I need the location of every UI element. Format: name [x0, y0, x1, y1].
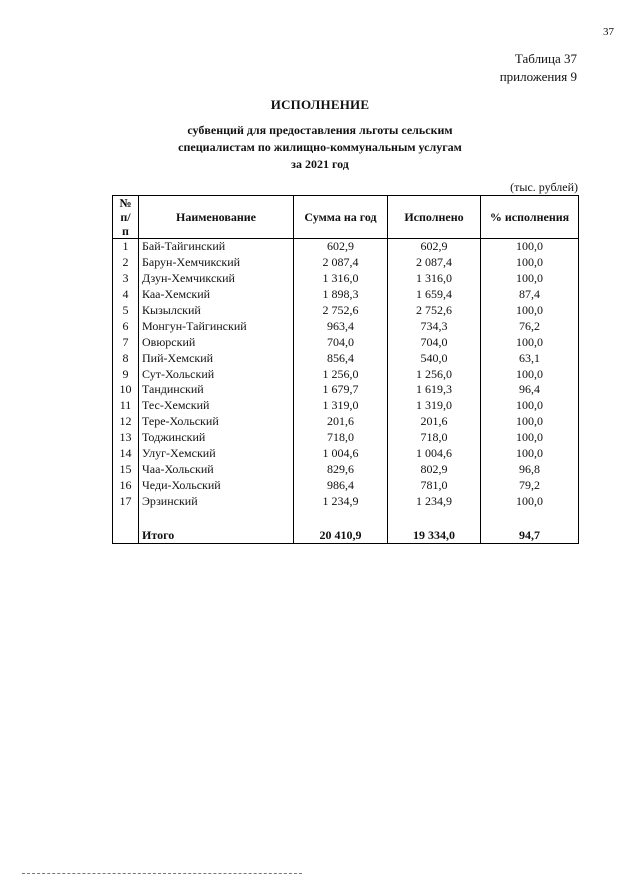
table-row — [113, 271, 579, 287]
cell-percent: 87,4 — [481, 287, 579, 303]
header-number-line-1: № — [119, 196, 132, 210]
footer-divider — [22, 873, 302, 874]
table-row — [113, 493, 579, 509]
total-sum: 20 410,9 — [294, 527, 388, 544]
cell-name: Кызылский — [139, 303, 294, 319]
spacer-cell — [388, 509, 481, 527]
cell-sum: 963,4 — [294, 318, 388, 334]
total-executed: 19 334,0 — [388, 527, 481, 544]
cell-percent: 100,0 — [481, 414, 579, 430]
cell-percent: 100,0 — [481, 493, 579, 509]
cell-number: 17 — [113, 493, 139, 509]
cell-executed: 734,3 — [388, 318, 481, 334]
header-number — [113, 196, 139, 239]
cell-percent: 100,0 — [481, 239, 579, 255]
table-header-row — [113, 196, 579, 239]
table-row — [113, 446, 579, 462]
cell-executed: 1 316,0 — [388, 271, 481, 287]
cell-name: Эрзинский — [139, 493, 294, 509]
cell-executed: 1 256,0 — [388, 366, 481, 382]
cell-number: 14 — [113, 446, 139, 462]
table-row — [113, 303, 579, 319]
cell-executed: 781,0 — [388, 477, 481, 493]
cell-percent: 100,0 — [481, 255, 579, 271]
cell-sum: 718,0 — [294, 430, 388, 446]
cell-sum: 1 319,0 — [294, 398, 388, 414]
cell-sum: 1 679,7 — [294, 382, 388, 398]
cell-percent: 100,0 — [481, 446, 579, 462]
cell-name: Чаа-Хольский — [139, 461, 294, 477]
cell-sum: 602,9 — [294, 239, 388, 255]
table-row — [113, 382, 579, 398]
cell-sum: 1 898,3 — [294, 287, 388, 303]
spacer-row — [113, 509, 579, 527]
cell-name: Тере-Хольский — [139, 414, 294, 430]
cell-percent: 100,0 — [481, 366, 579, 382]
cell-percent: 100,0 — [481, 271, 579, 287]
table-row — [113, 398, 579, 414]
total-percent: 94,7 — [481, 527, 579, 544]
cell-name: Монгун-Тайгинский — [139, 318, 294, 334]
spacer-cell — [113, 509, 139, 527]
cell-name: Чеди-Хольский — [139, 477, 294, 493]
table-row — [113, 255, 579, 271]
cell-percent: 96,8 — [481, 461, 579, 477]
cell-number: 1 — [113, 239, 139, 255]
cell-name: Пий-Хемский — [139, 350, 294, 366]
table-row — [113, 350, 579, 366]
cell-executed: 1 659,4 — [388, 287, 481, 303]
table-row — [113, 318, 579, 334]
cell-number: 9 — [113, 366, 139, 382]
cell-executed: 1 619,3 — [388, 382, 481, 398]
spacer-cell — [294, 509, 388, 527]
cell-number: 13 — [113, 430, 139, 446]
header-number-line-2: п/п — [120, 210, 131, 238]
cell-sum: 2 087,4 — [294, 255, 388, 271]
cell-number: 16 — [113, 477, 139, 493]
table-reference — [500, 50, 577, 86]
cell-percent: 100,0 — [481, 334, 579, 350]
subtitle-line-3: за 2021 год — [291, 157, 349, 171]
cell-number: 11 — [113, 398, 139, 414]
table-row — [113, 461, 579, 477]
table-row — [113, 414, 579, 430]
cell-executed: 201,6 — [388, 414, 481, 430]
cell-number: 2 — [113, 255, 139, 271]
table-row — [113, 430, 579, 446]
table-row — [113, 477, 579, 493]
cell-sum: 1 316,0 — [294, 271, 388, 287]
page-number: 37 — [603, 26, 614, 38]
execution-table — [112, 195, 579, 544]
table-row — [113, 366, 579, 382]
cell-sum: 1 004,6 — [294, 446, 388, 462]
header-percent: % исполнения — [481, 196, 579, 239]
cell-executed: 1 319,0 — [388, 398, 481, 414]
cell-executed: 802,9 — [388, 461, 481, 477]
cell-name: Дзун-Хемчикский — [139, 271, 294, 287]
cell-executed: 602,9 — [388, 239, 481, 255]
cell-sum: 201,6 — [294, 414, 388, 430]
subtitle-line-2: специалистам по жилищно-коммунальным услугам — [178, 140, 462, 154]
cell-executed: 718,0 — [388, 430, 481, 446]
cell-sum: 704,0 — [294, 334, 388, 350]
cell-number: 12 — [113, 414, 139, 430]
cell-sum: 986,4 — [294, 477, 388, 493]
table-row — [113, 287, 579, 303]
header-name: Наименование — [139, 196, 294, 239]
cell-percent: 63,1 — [481, 350, 579, 366]
cell-number: 10 — [113, 382, 139, 398]
cell-percent: 100,0 — [481, 398, 579, 414]
table-row — [113, 239, 579, 255]
table-reference-line-1: Таблица 37 — [514, 51, 577, 66]
cell-number: 3 — [113, 271, 139, 287]
header-sum: Сумма на год — [294, 196, 388, 239]
table-row — [113, 334, 579, 350]
header-executed: Исполнено — [388, 196, 481, 239]
cell-sum: 2 752,6 — [294, 303, 388, 319]
cell-executed: 1 234,9 — [388, 493, 481, 509]
cell-percent: 76,2 — [481, 318, 579, 334]
total-row — [113, 527, 579, 544]
cell-name: Тоджинский — [139, 430, 294, 446]
cell-executed: 2 087,4 — [388, 255, 481, 271]
cell-executed: 2 752,6 — [388, 303, 481, 319]
cell-sum: 856,4 — [294, 350, 388, 366]
cell-percent: 100,0 — [481, 430, 579, 446]
spacer-cell — [139, 509, 294, 527]
cell-name: Тандинский — [139, 382, 294, 398]
cell-name: Тес-Хемский — [139, 398, 294, 414]
table-body — [113, 239, 579, 544]
total-label: Итого — [139, 527, 294, 544]
document-title: ИСПОЛНЕНИЕ — [270, 97, 370, 112]
cell-executed: 704,0 — [388, 334, 481, 350]
total-number — [113, 527, 139, 544]
cell-name: Овюрский — [139, 334, 294, 350]
cell-name: Барун-Хемчикский — [139, 255, 294, 271]
cell-executed: 1 004,6 — [388, 446, 481, 462]
cell-number: 5 — [113, 303, 139, 319]
cell-name: Бай-Тайгинский — [139, 239, 294, 255]
cell-number: 15 — [113, 461, 139, 477]
cell-executed: 540,0 — [388, 350, 481, 366]
cell-percent: 100,0 — [481, 303, 579, 319]
cell-sum: 1 256,0 — [294, 366, 388, 382]
cell-number: 6 — [113, 318, 139, 334]
cell-sum: 829,6 — [294, 461, 388, 477]
subtitle-line-1: субвенций для предоставления льготы сельским — [187, 123, 453, 137]
cell-name: Каа-Хемский — [139, 287, 294, 303]
cell-number: 7 — [113, 334, 139, 350]
cell-name: Сут-Хольский — [139, 366, 294, 382]
cell-number: 4 — [113, 287, 139, 303]
cell-percent: 79,2 — [481, 477, 579, 493]
cell-percent: 96,4 — [481, 382, 579, 398]
cell-name: Улуг-Хемский — [139, 446, 294, 462]
cell-sum: 1 234,9 — [294, 493, 388, 509]
spacer-cell — [481, 509, 579, 527]
units-label: (тыс. рублей) — [510, 180, 578, 194]
table-reference-line-2: приложения 9 — [499, 69, 577, 84]
document-subtitle — [0, 122, 640, 173]
cell-number: 8 — [113, 350, 139, 366]
